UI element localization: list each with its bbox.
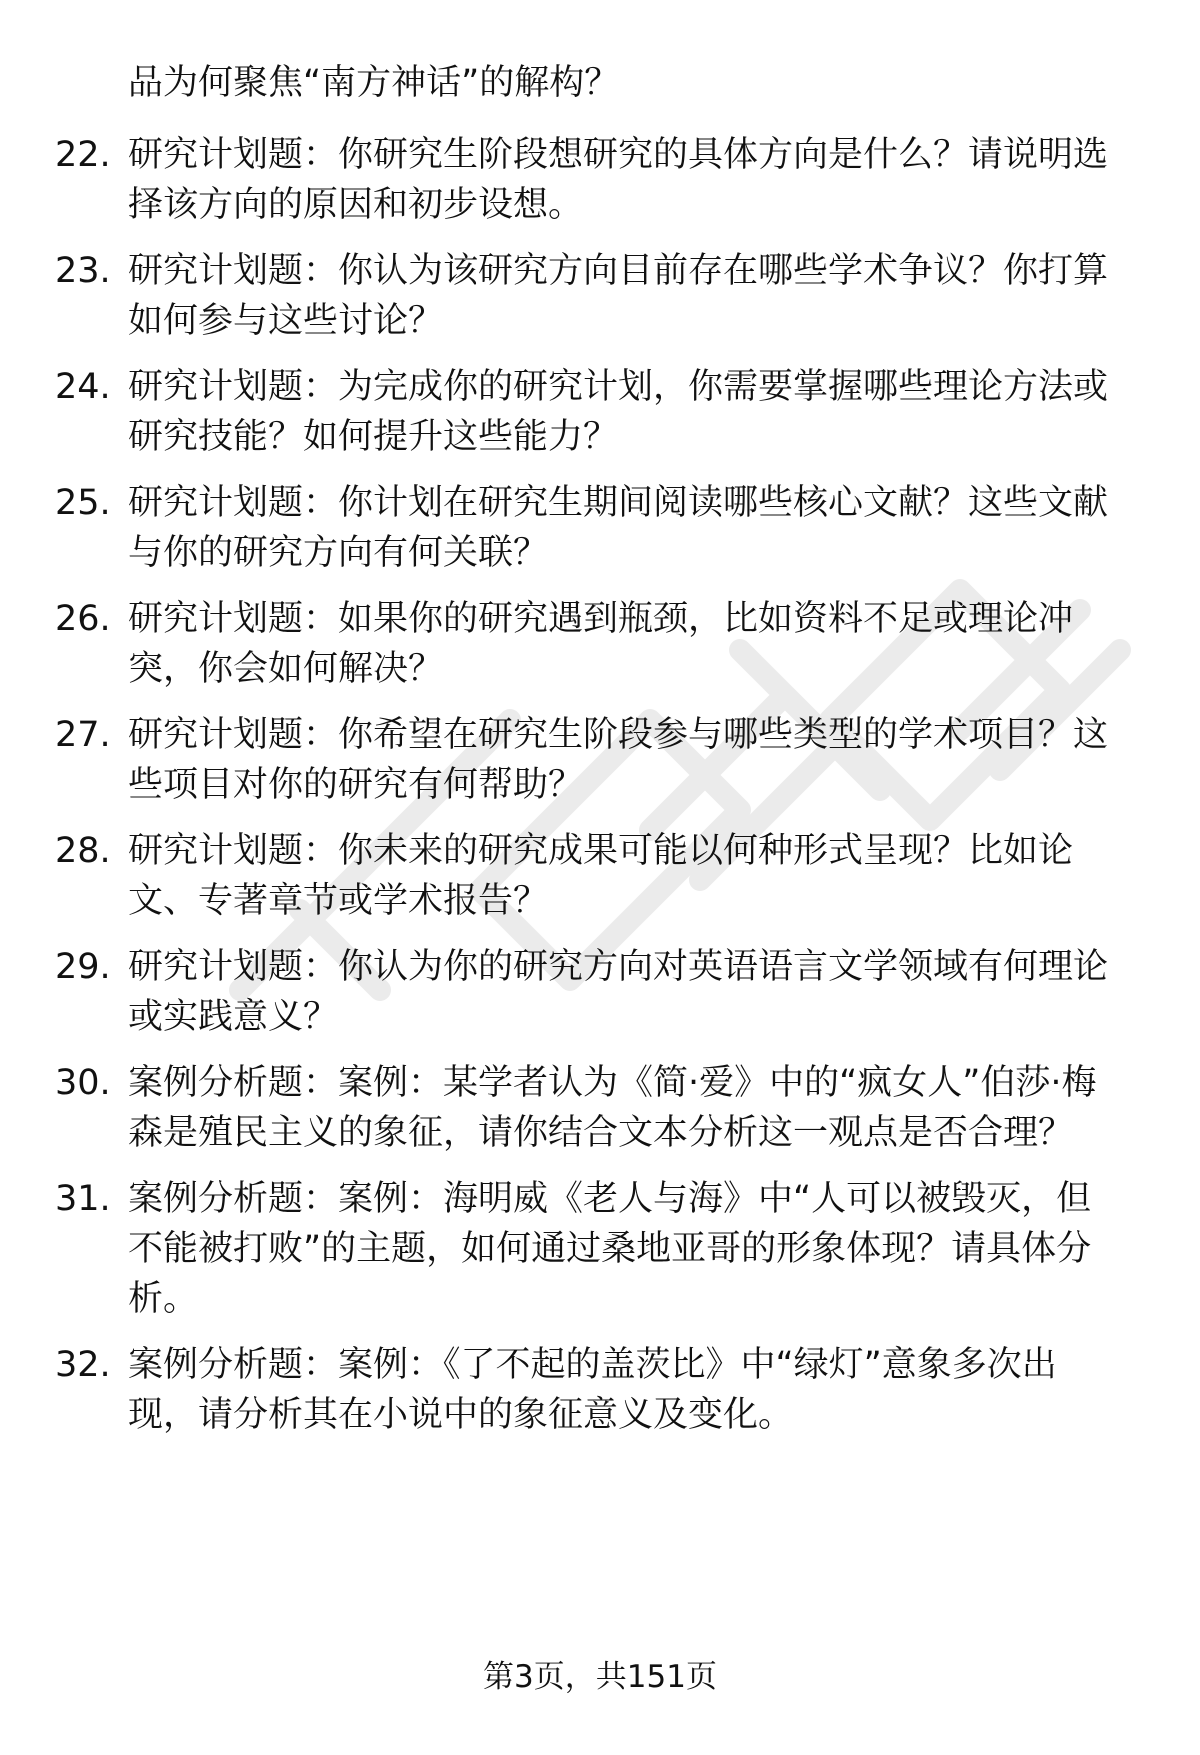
continuation-text: 品为何聚焦“南方神话”的解构？ — [128, 63, 620, 103]
question-text: 研究计划题：为完成你的研究计划，你需要掌握哪些理论方法或 研究技能？如何提升这些能力？ — [128, 367, 1109, 457]
question-text: 研究计划题：你认为该研究方向目前存在哪些学术争议？你打算 如何参与这些讨论？ — [128, 251, 1109, 341]
question-text: 研究计划题：你研究生阶段想研究的具体方向是什么？请说明选 择该方向的原因和初步设想。 — [128, 135, 1109, 225]
question-number: 25. — [55, 483, 111, 523]
question-number: 29. — [55, 947, 111, 987]
question-text: 研究计划题：如果你的研究遇到瓶颈，比如资料不足或理论冲 突，你会如何解决？ — [128, 599, 1074, 689]
question-number: 28. — [55, 831, 111, 871]
question-text: 案例分析题：案例：某学者认为《简·爱》中的“疯女人”伯莎·梅 森是殖民主义的象征，请你结合文本分析这一观点是否合理？ — [128, 1063, 1097, 1153]
question-number: 22. — [55, 135, 111, 175]
question-text: 研究计划题：你计划在研究生期间阅读哪些核心文献？这些文献 与你的研究方向有何关联？ — [128, 483, 1109, 573]
question-text: 案例分析题：案例：海明威《老人与海》中“人可以被毁灭，但 不能被打败”的主题，如何通过桑地亚哥的形象体现？请具体分 析。 — [128, 1179, 1092, 1319]
question-number: 27. — [55, 715, 111, 755]
question-number: 31. — [55, 1179, 111, 1219]
question-number: 23. — [55, 251, 111, 291]
question-number: 32. — [55, 1345, 111, 1385]
question-text: 研究计划题：你希望在研究生阶段参与哪些类型的学术项目？这 些项目对你的研究有何帮助？ — [128, 715, 1109, 805]
question-text: 案例分析题：案例：《了不起的盖茨比》中“绿灯”意象多次出 现，请分析其在小说中的象征意义及变化。 — [128, 1345, 1057, 1435]
question-text: 研究计划题：你未来的研究成果可能以何种形式呈现？比如论 文、专著章节或学术报告？ — [128, 831, 1074, 921]
question-text: 研究计划题：你认为你的研究方向对英语语言文学领域有何理论 或实践意义？ — [128, 947, 1109, 1037]
question-number: 26. — [55, 599, 111, 639]
question-number: 30. — [55, 1063, 111, 1103]
page-footer: 第3页，共151页 — [483, 1659, 717, 1695]
question-number: 24. — [55, 367, 111, 407]
